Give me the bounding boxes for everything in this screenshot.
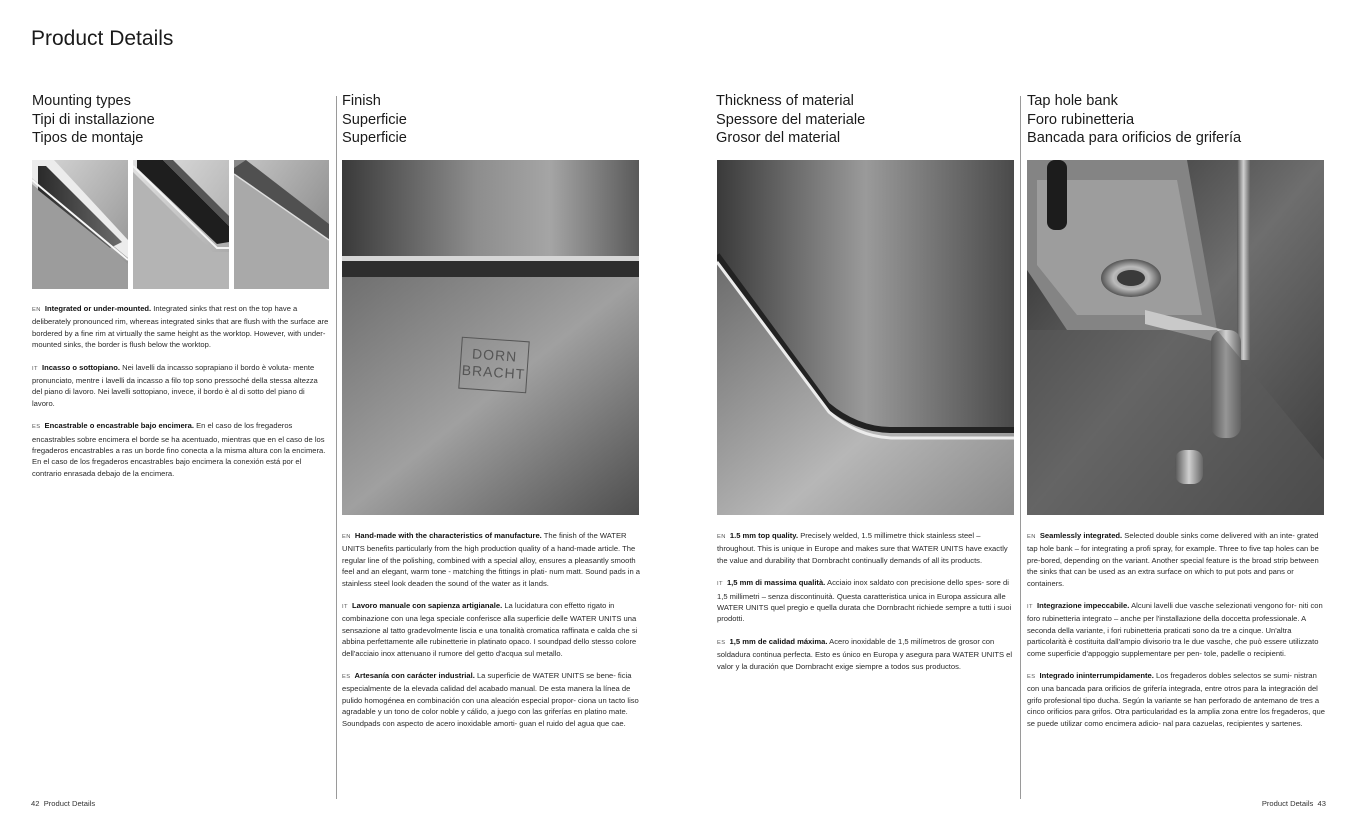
heading-it: Spessore del materiale — [716, 111, 866, 128]
lead-text: Incasso o sottopiano. — [41, 362, 121, 372]
heading-es: Bancada para orificios de grifería — [1027, 130, 1242, 146]
paragraph-it — [717, 577, 1014, 625]
paragraph-es — [1027, 670, 1325, 729]
lead-text: Lavoro manuale con sapienza artigianale. — [351, 601, 503, 611]
mounting-heading — [32, 92, 155, 148]
body-text: Acciaio inox saldato con precisione dello spes- sore di 1,5 millimetri – senza discontinuità. Questa caratteristica unica in Europa assicura alle WATER UNITS quel pregio e quella durata che Dornbracht richiede sempre a tutti i suoi prodotti. — [717, 578, 1012, 624]
footer-right — [1262, 799, 1326, 808]
taphole-photo — [1027, 160, 1324, 515]
heading-es: Tipos de montaje — [32, 130, 144, 146]
lang-label: IT — [32, 365, 38, 372]
body-text: The finish of the WATER UNITS benefits particularly from the high production quality of a hand-made article. The regular line of the polishing, combined with a special alloy, ensures a pleasantly smooth feel and an elegant, warm tone - matching the fittings in plati- num matt. Sound pads in a stainless steel look deaden the sound of the water as it lands. — [342, 531, 641, 588]
lang-label: IT — [342, 604, 348, 611]
mounting-text — [32, 303, 329, 490]
heading-es: Grosor del material — [716, 130, 841, 146]
lang-label: EN — [1027, 534, 1036, 540]
thickness-text — [717, 530, 1014, 683]
body-text: Los fregaderos dobles selectos se sumi- nistran con una bancada para orificios de grifería integrada, entre otros para la integración del grifo profesional tipo ducha. Según la variante se han perforado de antemano de tres a cinco orificios para grifos. Otra particularidad es la amplia zona entre los fregaderos, que se puede utilizar como encimera adicio- nal para cazuelas, recipientes y sartenes. — [1027, 671, 1325, 728]
body-text: En el caso de los fregaderos encastrables sobre encimera el borde se ha acentuado, mientras que en el caso de los fregaderos encastrables a ras un borde fino conecta a la misma altura con la encimera. En el caso de los fregaderos encastrables bajo encimera la conexión está por el contrario enrasada debajo de la encimera. — [32, 421, 326, 478]
finish-text — [342, 530, 640, 740]
paragraph-it — [32, 362, 329, 410]
finish-photo — [342, 160, 639, 515]
mounting-photo-on-top — [32, 160, 128, 289]
logo-text-line: BRACHT — [461, 361, 526, 383]
body-text: La lucidatura con effetto rigato in combinazione con una lega speciale conferisce alla superficie delle WATER UNITS una sensazione al tatto gradevolmente liscia e una tonalità cromatica raffinata e calda che si abbina perfettamente alle rubinetterie in platinato opaco. I soundpad dello stesso colore dell'acciaio inox attenuano il rumore del getto d'acqua sul metallo. — [342, 601, 638, 658]
paragraph-it — [1027, 600, 1325, 659]
heading-en: Mounting types — [32, 93, 131, 109]
body-text: Nei lavelli da incasso soprapiano il bordo è voluta- mente pronunciato, mentre i lavelli da incasso a filo top sono pressoché della stessa altezza del piano di lavoro. Nei lavelli sottopiano, invece, il bordo è al di sotto del piano di lavoro. — [32, 362, 318, 408]
heading-en: Finish — [342, 93, 381, 109]
lead-text: Seamlessly integrated. — [1039, 531, 1123, 540]
lead-text: Integrazione impeccabile. — [1036, 601, 1130, 611]
heading-it: Superficie — [342, 111, 407, 128]
page-number: 42 — [31, 799, 40, 808]
heading-es: Superficie — [342, 130, 407, 146]
heading-en: Tap hole bank — [1027, 93, 1118, 109]
paragraph-es — [717, 636, 1014, 672]
heading-en: Thickness of material — [716, 93, 854, 109]
taphole-text — [1027, 530, 1325, 740]
lead-text: Integrated or under-mounted. — [44, 304, 152, 313]
lang-label: ES — [342, 674, 351, 681]
lang-label: IT — [717, 581, 723, 588]
paragraph-en — [717, 530, 1014, 566]
mounting-photo-flush — [133, 160, 229, 289]
lead-text: Integrado ininterrumpidamente. — [1039, 671, 1154, 681]
lead-text: Hand-made with the characteristics of manufacture. — [354, 531, 542, 540]
paragraph-en — [1027, 530, 1325, 589]
thickness-heading — [716, 92, 865, 148]
lead-text: 1,5 mm di massima qualità. — [726, 578, 826, 588]
column-divider — [1020, 96, 1021, 799]
paragraph-es — [342, 670, 640, 729]
body-text: Alcuni lavelli due vasche selezionati vengono for- niti con foro rubinetteria integrato – anche per l'installazione della doccetta professionale. A seconda della variante, i fori rubinetteria praticati sono da tre a cinque. Un'altra particolarità è costituita dall'ampio divisorio tra le due vasche, che può essere utilizzato come superficie d'appoggio supplementare per pen- tole, padelle o recipienti. — [1027, 601, 1323, 658]
lang-label: IT — [1027, 604, 1033, 611]
paragraph-it — [342, 600, 640, 659]
thickness-photo — [717, 160, 1014, 515]
taphole-heading — [1027, 92, 1241, 148]
footer-left — [31, 799, 95, 808]
heading-it: Tipi di installazione — [32, 111, 155, 128]
lang-label: ES — [1027, 674, 1036, 681]
page-title: Product Details — [31, 27, 174, 50]
body-text: Acero inoxidable de 1,5 milímetros de grosor con soldadura continua perfecta. Esto es único en Europa y asegura para WATER UNITS el valor y la duración que Dornbracht exige siempre a todos sus productos. — [717, 636, 1013, 671]
logo-text-line: DORN — [471, 345, 518, 365]
finish-heading — [342, 92, 407, 148]
lang-label: EN — [717, 534, 726, 540]
body-text: Integrated sinks that rest on the top have a deliberately pronounced rim, whereas integrated sinks that are flush with the surface are bordered by a fine rim at virtually the same height as the worktop. However, with under-mounted sinks, the border is flush below the worktop. — [32, 304, 329, 350]
column-divider — [336, 96, 337, 799]
lead-text: Encastrable o encastrable bajo encimera. — [44, 421, 194, 431]
paragraph-en — [342, 530, 640, 589]
lang-label: ES — [717, 639, 726, 646]
lang-label: ES — [32, 424, 41, 431]
mounting-photo-under-mounted — [234, 160, 329, 289]
paragraph-es — [32, 420, 329, 479]
paragraph-en — [32, 303, 329, 351]
lang-label: EN — [342, 534, 351, 540]
footer-label: Product Details — [43, 799, 96, 808]
body-text: La superficie de WATER UNITS se bene- ficia especialmente de la elevada calidad del acabado manual. De esta manera la línea de pulido homogénea en combinación con una aleación especial propor- ciona un tacto liso agradable y un tono de color noble y cálido, a juego con las griferías en platino mate. Soundpads con aspecto de acero inoxidable amorti- guan el ruido del agua que cae. — [342, 671, 639, 728]
body-text: Precisely welded, 1.5 millimetre thick stainless steel – throughout. This is unique in Europe and makes sure that WATER UNITS have exactly the value and durability that Dornbracht continually demands of all its products. — [717, 531, 1008, 565]
page-number: 43 — [1317, 799, 1326, 808]
lead-text: 1.5 mm top quality. — [729, 531, 799, 540]
lang-label: EN — [32, 307, 41, 313]
heading-it: Foro rubinetteria — [1027, 111, 1135, 128]
body-text: Selected double sinks come delivered with an inte- grated tap hole bank – for integrating a profi spray, for example. Three to five tap holes can be pre-bored, depending on the variant. Another special feature is the broad strip between the sinks that can be used as an extra surface on which to put pots and pans or containers. — [1027, 531, 1319, 588]
lead-text: Artesanía con carácter industrial. — [354, 671, 475, 681]
lead-text: 1,5 mm de calidad máxima. — [729, 636, 828, 646]
dornbracht-logo — [458, 337, 529, 394]
footer-label: Product Details — [1261, 799, 1314, 808]
